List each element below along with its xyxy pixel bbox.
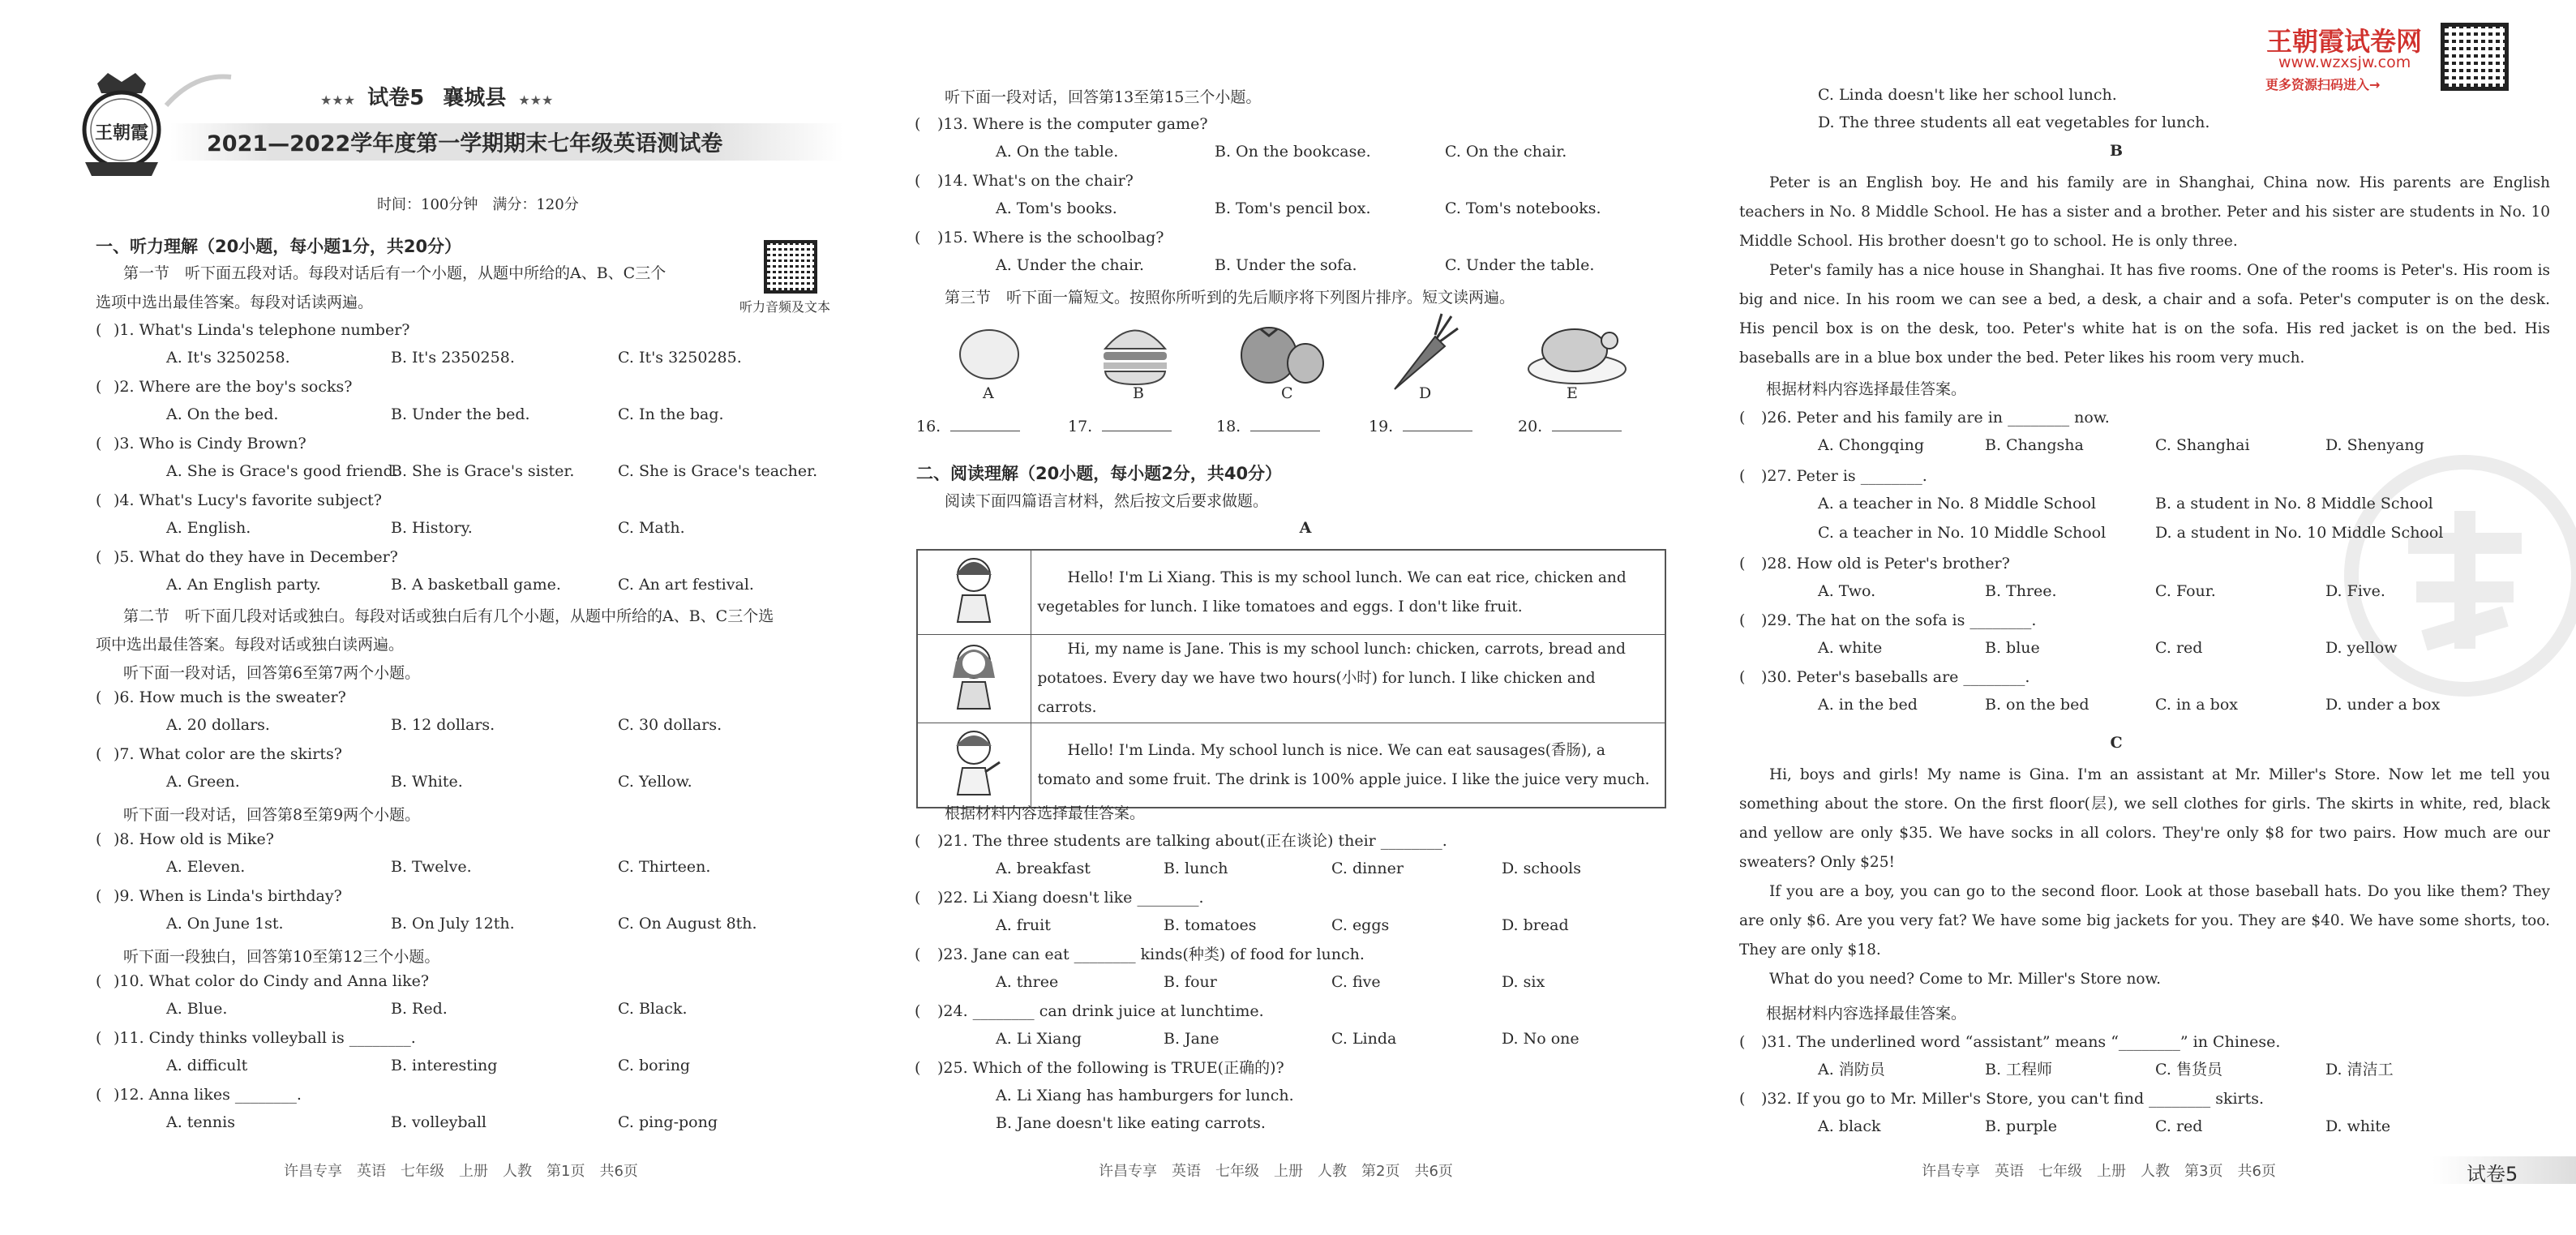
option[interactable]: B. Tom's pencil box. <box>1215 199 1371 217</box>
question-stem: )3. Who is Cindy Brown? <box>114 435 306 452</box>
qr-caption: 听力音频及文本 <box>739 299 831 315</box>
question-15 <box>900 225 1711 250</box>
question-stem: )4. What's Lucy's favorite subject? <box>114 491 382 509</box>
question-10 <box>0 969 876 993</box>
footer-page-3: 许昌专享 英语 七年级 上册 人教 第3页 共6页 <box>1922 1163 2276 1180</box>
answer-paren[interactable]: ( <box>915 1059 921 1077</box>
option-row <box>1727 433 2576 457</box>
option-row <box>0 572 876 597</box>
option[interactable]: B. purple <box>1985 1117 2058 1135</box>
option[interactable]: B. White. <box>391 773 463 791</box>
blank-line[interactable] <box>1102 415 1172 431</box>
option[interactable]: C. ping-pong <box>618 1113 718 1131</box>
question-25 <box>900 1056 1711 1080</box>
instruction-b: 根据材料内容选择最佳答案。 <box>1766 380 1967 398</box>
question-27 <box>1727 464 2576 488</box>
qr-code[interactable] <box>764 240 817 294</box>
section2-intro: 阅读下面四篇语言材料，然后按文后要求做题。 <box>945 492 1269 510</box>
passage-b-para-1: Peter is an English boy. He and his family are in Shanghai, China now. His parents are English teachers in No. 8 Middle School. He has a sister and a brother. Peter and his sister are students in No. 10 Middle School. His brother doesn't go to school. He is only three. <box>1739 174 2550 250</box>
part1-intro: 第一节 听下面五段对话。每段对话后有一个小题，从题中所给的A、B、C三个 <box>123 264 667 282</box>
answer-blank[interactable] <box>1216 415 1320 435</box>
passage-a-jane: Hi, my name is Jane. This is my school lunch: chicken, carrots, bread and potatoes. Every day we have two hours(小时) for lunch. I like chicken and carrots. <box>1031 635 1665 723</box>
blank-number: 20. <box>1518 418 1543 435</box>
option[interactable]: C. In the bag. <box>618 405 724 423</box>
option[interactable]: A. white <box>1818 639 1883 657</box>
option-row <box>1727 83 2576 107</box>
option-row <box>0 997 876 1021</box>
option[interactable]: B. 12 dollars. <box>391 716 495 734</box>
girl-icon <box>941 551 1006 624</box>
brand-url[interactable]: www.wzxsjw.com <box>2278 54 2411 71</box>
answer-paren[interactable]: ( <box>1739 467 1746 485</box>
option[interactable]: B. on the bed <box>1985 696 2090 714</box>
roast-chicken-icon <box>1524 316 1630 389</box>
option[interactable]: D. Shenyang <box>2325 436 2424 454</box>
answer-paren[interactable]: ( <box>96 887 102 905</box>
option[interactable]: C. She is Grace's teacher. <box>618 462 818 480</box>
option[interactable]: D. bread <box>1502 916 1569 934</box>
answer-paren[interactable]: ( <box>915 832 921 850</box>
question-stem: )29. The hat on the sofa is ________. <box>1761 611 2037 629</box>
question-8 <box>0 827 876 851</box>
option[interactable]: B. Under the sofa. <box>1215 256 1357 274</box>
option-row <box>1727 579 2576 603</box>
answer-paren[interactable]: ( <box>1739 668 1746 686</box>
question-2 <box>0 375 876 399</box>
linda-portrait <box>917 723 1031 808</box>
option[interactable]: D. schools <box>1502 860 1581 877</box>
option-row <box>1727 636 2576 660</box>
question-stem: )10. What color do Cindy and Anna like? <box>114 972 430 990</box>
option[interactable]: C. Four. <box>2155 582 2216 600</box>
option[interactable]: D. 清洁工 <box>2325 1061 2394 1078</box>
option[interactable]: A. An English party. <box>166 576 321 594</box>
option[interactable]: C. in a box <box>2155 696 2238 714</box>
passage-c-para-1-text: Hi, boys and girls! My name is Gina. I'm an assistant at Mr. Miller's Store. Now let me tell you something about the store. On the first floor(层), we sell clothes for girls. The skirts in white, red, black and yellow are only $35. We have socks in all colors. They're only $8 for two pairs. How much are our sweaters? Only $25! <box>1739 766 2550 871</box>
answer-paren[interactable]: ( <box>915 946 921 963</box>
brand-qr-code[interactable] <box>2441 23 2509 91</box>
blank-number: 19. <box>1369 418 1394 435</box>
option[interactable]: D. No one <box>1502 1030 1579 1048</box>
answer-blank[interactable] <box>1518 415 1622 435</box>
answer-paren[interactable]: ( <box>915 1002 921 1020</box>
option-row <box>1727 491 2576 516</box>
question-stem: )5. What do they have in December? <box>114 548 398 566</box>
answer-blank-row <box>900 415 1711 440</box>
option-row <box>1727 693 2576 717</box>
option[interactable]: C. On August 8th. <box>618 915 757 933</box>
answer-paren[interactable]: ( <box>1739 555 1746 572</box>
question-stem: )23. Jane can eat ________ kinds(种类) of food for lunch. <box>937 946 1365 963</box>
section2-title: 二、阅读理解（20小题，每小题2分，共40分） <box>916 464 1283 483</box>
option-row <box>0 402 876 427</box>
option[interactable]: C. Thirteen. <box>618 858 711 876</box>
listen-13-15: 听下面一段对话，回答第13至第15三个小题。 <box>945 88 1262 106</box>
question-stem: )7. What color are the skirts? <box>114 745 342 763</box>
option[interactable]: A. Two. <box>1818 582 1876 600</box>
passage-c-title: C <box>2110 734 2123 752</box>
option-row <box>1727 110 2576 135</box>
blank-line[interactable] <box>1403 415 1472 431</box>
option[interactable]: B. tomatoes <box>1164 916 1257 934</box>
question-9 <box>0 884 876 908</box>
answer-blank[interactable] <box>1369 415 1472 435</box>
option[interactable]: D. six <box>1502 973 1545 991</box>
instruction-a: 根据材料内容选择最佳答案。 <box>945 804 1146 822</box>
picture-label: E <box>1567 384 1578 402</box>
question-31 <box>1727 1030 2576 1054</box>
blank-number: 17. <box>1068 418 1093 435</box>
option[interactable]: A. Green. <box>166 773 240 791</box>
option[interactable]: C. five <box>1331 973 1381 991</box>
passage-c-para-3: What do you need? Come to Mr. Miller's Store now. <box>1769 971 2162 988</box>
option[interactable]: B. Twelve. <box>391 858 472 876</box>
answer-paren[interactable]: ( <box>96 745 102 763</box>
exam-title: 2021—2022学年度第一学期期末七年级英语测试卷 <box>207 131 723 157</box>
option[interactable]: C. eggs <box>1331 916 1390 934</box>
option[interactable]: B. Red. <box>391 1000 448 1018</box>
question-stem: )15. Where is the schoolbag? <box>937 229 1164 247</box>
option-row <box>900 1111 1711 1135</box>
paper-number: 试卷5 <box>367 86 425 110</box>
option[interactable]: C. Math. <box>618 519 685 537</box>
option[interactable]: A. tennis <box>166 1113 235 1131</box>
page-3 <box>1727 0 2576 1235</box>
page-2 <box>900 0 1711 1235</box>
option[interactable]: B. volleyball <box>391 1113 486 1131</box>
question-stem: )13. Where is the computer game? <box>937 115 1208 133</box>
question-22 <box>900 886 1711 910</box>
answer-paren[interactable]: ( <box>96 435 102 452</box>
option-row <box>0 770 876 794</box>
blank-line[interactable] <box>950 415 1020 431</box>
answer-paren[interactable]: ( <box>96 1029 102 1047</box>
option[interactable]: B. Changsha <box>1985 436 2084 454</box>
county-name: 襄城县 <box>443 86 507 110</box>
answer-blank[interactable] <box>1068 415 1172 435</box>
tomato-icon <box>1237 316 1326 389</box>
option-row <box>900 253 1711 277</box>
jane-portrait <box>917 635 1031 723</box>
answer-paren[interactable]: ( <box>915 115 921 133</box>
question-stem: )12. Anna likes ________. <box>114 1086 302 1104</box>
paper-tag-label: 试卷5 <box>2467 1163 2518 1186</box>
blank-number: 16. <box>916 418 941 435</box>
question-3 <box>0 431 876 456</box>
question-12 <box>0 1083 876 1107</box>
question-stem: )8. How old is Mike? <box>114 830 274 848</box>
option[interactable]: B. Jane <box>1164 1030 1219 1048</box>
stars-right: ★★★ <box>518 92 554 108</box>
passage-a-title: A <box>1299 519 1312 537</box>
option[interactable]: C. On the chair. <box>1445 143 1567 161</box>
logo-text: 王朝霞 <box>94 122 148 144</box>
option[interactable]: B. Under the bed. <box>391 405 530 423</box>
passage-c-para-1 <box>1739 761 2550 877</box>
option[interactable]: A. English. <box>166 519 251 537</box>
option[interactable]: C. red <box>2155 1117 2203 1135</box>
option[interactable]: C. 30 dollars. <box>618 716 722 734</box>
answer-paren[interactable]: ( <box>1739 409 1746 427</box>
question-stem: )9. When is Linda's birthday? <box>114 887 342 905</box>
option[interactable]: D. a student in No. 10 Middle School <box>2155 524 2444 542</box>
blank-line[interactable] <box>1552 415 1622 431</box>
option[interactable]: C. Black. <box>618 1000 688 1018</box>
question-24 <box>900 999 1711 1023</box>
question-4 <box>0 488 876 512</box>
question-stem: )30. Peter's baseballs are ________. <box>1761 668 2030 686</box>
question-stem: )2. Where are the boy's socks? <box>114 378 353 396</box>
paper-heading <box>320 81 553 111</box>
footer-page-2: 许昌专享 英语 七年级 上册 人教 第2页 共6页 <box>1099 1163 1453 1180</box>
option[interactable]: C. Linda doesn't like her school lunch. <box>1818 86 2117 104</box>
question-stem: )26. Peter and his family are in ________ now. <box>1761 409 2110 427</box>
option[interactable]: A. 消防员 <box>1818 1061 1885 1078</box>
option[interactable]: A. She is Grace's good friend. <box>166 462 398 480</box>
option[interactable]: A. Blue. <box>166 1000 228 1018</box>
picture-label: D <box>1419 384 1432 402</box>
option[interactable]: A. Under the chair. <box>996 256 1145 274</box>
option[interactable]: B. interesting <box>391 1057 498 1074</box>
option-row <box>900 970 1711 994</box>
answer-paren[interactable]: ( <box>1739 1090 1746 1108</box>
picture-label: C <box>1281 384 1293 402</box>
option-row <box>900 1083 1711 1108</box>
page-1 <box>0 0 876 1235</box>
option-row <box>0 911 876 936</box>
question-stem: )6. How much is the sweater? <box>114 688 346 706</box>
option[interactable]: B. Three. <box>1985 582 2057 600</box>
option-row <box>0 345 876 370</box>
option[interactable]: C. Yellow. <box>618 773 692 791</box>
answer-paren[interactable]: ( <box>96 491 102 509</box>
part3-intro: 第三节 听下面一篇短文。按照你所听到的先后顺序将下列图片排序。短文读两遍。 <box>945 289 1515 307</box>
option[interactable]: B. 工程师 <box>1985 1061 2053 1078</box>
question-29 <box>1727 608 2576 633</box>
question-23 <box>900 942 1711 967</box>
option[interactable]: A. Li Xiang <box>996 1030 1082 1048</box>
girl-icon <box>941 637 1006 710</box>
answer-paren[interactable]: ( <box>96 972 102 990</box>
option-row <box>1727 1114 2576 1139</box>
watermark-seal-icon <box>2343 454 2576 697</box>
option[interactable]: A. three <box>996 973 1059 991</box>
question-1 <box>0 318 876 342</box>
listen-6-7: 听下面一段对话，回答第6至第7两个小题。 <box>123 664 421 682</box>
passage-c-para-2: If you are a boy, you can go to the second floor. Look at those baseball hats. Do you like them? They are only $6. Are you very fat? We have some big jackets for you. They are $40. We have some shorts, too. They are only $18. <box>1739 883 2550 958</box>
option[interactable]: A. fruit <box>996 916 1051 934</box>
option[interactable]: D. under a box <box>2325 696 2441 714</box>
passage-b-title: B <box>2109 142 2124 160</box>
answer-paren[interactable]: ( <box>915 229 921 247</box>
option[interactable]: D. yellow <box>2325 639 2398 657</box>
answer-paren[interactable]: ( <box>96 830 102 848</box>
blank-number: 18. <box>1216 418 1241 435</box>
option[interactable]: B. a student in No. 8 Middle School <box>2155 495 2433 512</box>
answer-paren[interactable]: ( <box>915 172 921 190</box>
potato-icon <box>957 320 1022 385</box>
footer-page-1: 许昌专享 英语 七年级 上册 人教 第1页 共6页 <box>284 1163 638 1180</box>
option-row <box>0 459 876 483</box>
section1-title: 一、听力理解（20小题，每小题1分，共20分） <box>96 237 462 256</box>
passage-a-linda: Hello! I'm Linda. My school lunch is nice. We can eat sausages(香肠), a tomato and some fruit. The drink is 100% apple juice. I like the juice very much. <box>1031 723 1665 808</box>
option[interactable]: B. A basketball game. <box>391 576 561 594</box>
picture-label: B <box>1133 384 1144 402</box>
passage-a-li-xiang: Hello! I'm Li Xiang. This is my school lunch. We can eat rice, chicken and vegetables for lunch. I like tomatoes and eggs. I don't like fruit. <box>1031 550 1665 635</box>
question-6 <box>0 685 876 710</box>
option[interactable]: A. in the bed <box>1818 696 1918 714</box>
answer-paren[interactable]: ( <box>1739 1033 1746 1051</box>
question-stem: )32. If you go to Mr. Miller's Store, you can't find ________ skirts. <box>1761 1090 2265 1108</box>
option[interactable]: A. Chongqing <box>1818 436 1925 454</box>
question-28 <box>1727 551 2576 576</box>
answer-paren[interactable]: ( <box>96 378 102 396</box>
option[interactable]: A. It's 3250258. <box>166 349 290 367</box>
option[interactable]: C. 售货员 <box>2155 1061 2222 1078</box>
question-5 <box>0 545 876 569</box>
option[interactable]: C. boring <box>618 1057 691 1074</box>
question-stem: )14. What's on the chair? <box>937 172 1134 190</box>
part2-intro: 第二节 听下面几段对话或独白。每段对话或独白后有几个小题，从题中所给的A、B、C三个选 <box>123 607 774 625</box>
question-11 <box>0 1026 876 1050</box>
option-row <box>1727 1057 2576 1082</box>
brand-name[interactable]: 王朝霞试卷网 <box>2266 26 2423 57</box>
option[interactable]: A. black <box>1818 1117 1881 1135</box>
question-stem: )31. The underlined word “assistant” means “________” in Chinese. <box>1761 1033 2281 1051</box>
option[interactable]: C. It's 3250285. <box>618 349 742 367</box>
blank-line[interactable] <box>1250 415 1320 431</box>
header-ribbon <box>162 65 235 122</box>
part1-intro-2: 选项中选出最佳答案。每段对话读两遍。 <box>96 294 374 311</box>
option[interactable]: B. History. <box>391 519 473 537</box>
option-row <box>900 1027 1711 1051</box>
option[interactable]: C. a teacher in No. 10 Middle School <box>1818 524 2107 542</box>
question-stem: )28. How old is Peter's brother? <box>1761 555 2010 572</box>
question-30 <box>1727 665 2576 689</box>
answer-paren[interactable]: ( <box>915 889 921 907</box>
option[interactable]: C. Under the table. <box>1445 256 1595 274</box>
listen-10-12: 听下面一段独白，回答第10至第12三个小题。 <box>123 948 440 966</box>
part2-intro-2: 项中选出最佳答案。每段对话或独白读两遍。 <box>96 636 405 654</box>
passage-a-table <box>916 549 1666 808</box>
answer-paren[interactable]: ( <box>1739 611 1746 629</box>
option[interactable]: B. blue <box>1985 639 2040 657</box>
passage-b-para-2: Peter's family has a nice house in Shanghai. It has five rooms. One of the rooms is Peter's. His room is big and nice. In his room we can see a bed, a desk, a chair and a sofa. Peter's computer is on the desk. His pencil box is on the desk, too. Peter's white hat is on the sofa. His red jacket is on the bed. His baseballs are in a blue box under the bed. Peter likes his room very much. <box>1739 262 2550 367</box>
option[interactable]: C. Shanghai <box>2155 436 2250 454</box>
option[interactable]: B. It's 2350258. <box>391 349 515 367</box>
brand-tagline: 更多资源扫码进入→ <box>2265 77 2381 92</box>
option-row <box>0 855 876 879</box>
answer-paren[interactable]: ( <box>96 548 102 566</box>
question-stem: )11. Cindy thinks volleyball is ________. <box>114 1029 416 1047</box>
question-32 <box>1727 1087 2576 1111</box>
answer-paren[interactable]: ( <box>96 1086 102 1104</box>
option[interactable]: A. Tom's books. <box>996 199 1117 217</box>
girl-icon <box>941 723 1006 796</box>
option[interactable]: C. Linda <box>1331 1030 1397 1048</box>
option[interactable]: B. lunch <box>1164 860 1228 877</box>
option[interactable]: B. She is Grace's sister. <box>391 462 575 480</box>
question-stem: )1. What's Linda's telephone number? <box>114 321 410 339</box>
option[interactable]: D. Five. <box>2325 582 2385 600</box>
li-xiang-portrait <box>917 550 1031 635</box>
answer-blank[interactable] <box>916 415 1020 435</box>
question-14 <box>900 169 1711 193</box>
question-stem: )25. Which of the following is TRUE(正确的)? <box>937 1059 1284 1077</box>
option[interactable]: A. 20 dollars. <box>166 716 270 734</box>
option[interactable]: B. Jane doesn't like eating carrots. <box>996 1114 1266 1132</box>
option[interactable]: A. a teacher in No. 8 Middle School <box>1818 495 2096 512</box>
option[interactable]: A. Eleven. <box>166 858 246 876</box>
option[interactable]: B. four <box>1164 973 1217 991</box>
option[interactable]: A. On the bed. <box>166 405 279 423</box>
question-13 <box>900 112 1711 136</box>
option[interactable]: C. An art festival. <box>618 576 754 594</box>
picture-label-row <box>900 384 1711 409</box>
option-row <box>900 913 1711 937</box>
option[interactable]: C. Tom's notebooks. <box>1445 199 1601 217</box>
option-row <box>900 196 1711 221</box>
option-row <box>0 1053 876 1078</box>
question-stem: )21. The three students are talking about(正在谈论) their ________. <box>937 832 1447 850</box>
option-row <box>900 856 1711 881</box>
answer-paren[interactable]: ( <box>96 321 102 339</box>
hamburger-icon <box>1099 316 1172 389</box>
answer-paren[interactable]: ( <box>96 688 102 706</box>
question-stem: )24. ________ can drink juice at lunchtime. <box>937 1002 1264 1020</box>
option[interactable]: A. Li Xiang has hamburgers for lunch. <box>996 1087 1294 1104</box>
option[interactable]: A. difficult <box>166 1057 248 1074</box>
option[interactable]: B. On the bookcase. <box>1215 143 1371 161</box>
question-stem: )27. Peter is ________. <box>1761 467 1927 485</box>
option[interactable]: C. red <box>2155 639 2203 657</box>
instruction-c: 根据材料内容选择最佳答案。 <box>1766 1005 1967 1023</box>
option[interactable]: C. dinner <box>1331 860 1404 877</box>
picture-label: A <box>983 384 994 402</box>
option[interactable]: A. On June 1st. <box>166 915 284 933</box>
exam-time: 时间：100分钟 满分：120分 <box>377 196 579 213</box>
option[interactable]: D. The three students all eat vegetables for lunch. <box>1818 114 2210 131</box>
question-26 <box>1727 405 2576 430</box>
logo-badge <box>77 69 166 182</box>
option[interactable]: D. white <box>2325 1117 2391 1135</box>
option[interactable]: A. breakfast <box>996 860 1091 877</box>
option-row <box>1727 521 2576 545</box>
carrot-icon <box>1387 312 1459 393</box>
listen-8-9: 听下面一段对话，回答第8至第9两个小题。 <box>123 806 421 824</box>
option[interactable]: B. On July 12th. <box>391 915 515 933</box>
option-row <box>0 713 876 737</box>
option-row <box>0 1110 876 1134</box>
option[interactable]: A. On the table. <box>996 143 1119 161</box>
stars-left: ★★★ <box>320 92 356 108</box>
option-row <box>900 139 1711 164</box>
option-row <box>0 516 876 540</box>
question-21 <box>900 829 1711 853</box>
question-7 <box>0 742 876 766</box>
question-stem: )22. Li Xiang doesn't like ________. <box>937 889 1204 907</box>
